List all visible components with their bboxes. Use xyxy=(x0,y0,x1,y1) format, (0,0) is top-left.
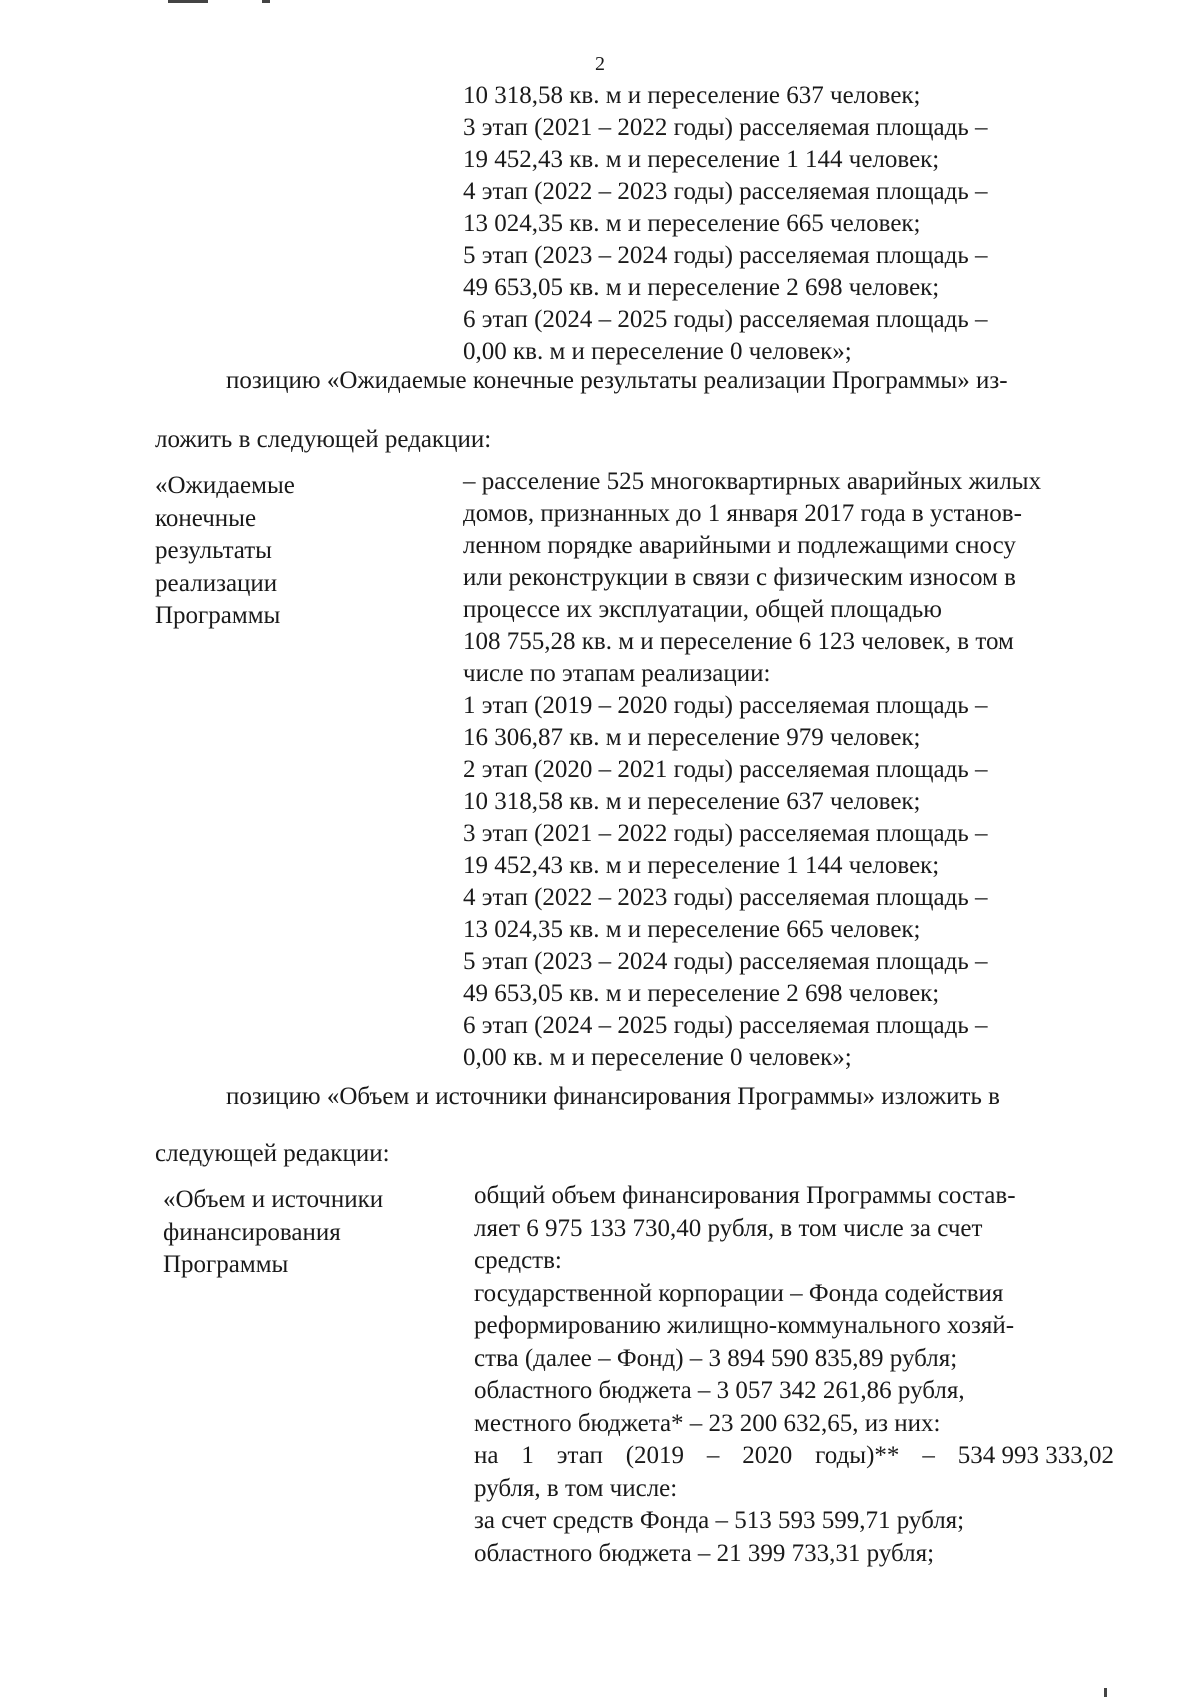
stage1-word: годы)** xyxy=(815,1442,900,1469)
section2-content-line: за счет средств Фонда – 513 593 599,71 рубля; xyxy=(474,1507,965,1534)
section1-content-line: 6 этап (2024 – 2025 годы) расселяемая площадь – xyxy=(463,1012,988,1039)
section2-content-line: средств: xyxy=(474,1247,562,1274)
section1-label-line: Программы xyxy=(155,602,281,629)
section1-content-line: 4 этап (2022 – 2023 годы) расселяемая площадь – xyxy=(463,884,988,911)
stage1-word: этап xyxy=(556,1442,603,1469)
section2-content-line: ства (далее – Фонд) – 3 894 590 835,89 рубля; xyxy=(474,1344,958,1372)
para2-line1: позицию «Объем и источники финансирования Программы» изложить в xyxy=(226,1083,1000,1110)
section1-content-line: процессе их эксплуатации, общей площадью xyxy=(463,596,942,623)
section1-content-line: 49 653,05 кв. м и переселение 2 698 человек; xyxy=(463,980,940,1007)
para1-line1: позицию «Ожидаемые конечные результаты реализации Программы» из- xyxy=(226,367,1008,394)
intro-line: 49 653,05 кв. м и переселение 2 698 человек; xyxy=(463,274,940,301)
section1-content xyxy=(463,466,1041,1074)
section1-content-line: 19 452,43 кв. м и переселение 1 144 человек; xyxy=(463,852,940,879)
section2-content-line: общий объем финансирования Программы состав- xyxy=(474,1182,1016,1209)
stage1-word: 2020 xyxy=(742,1442,793,1469)
para2-line2: следующей редакции: xyxy=(155,1140,390,1167)
section1-label-line: «Ожидаемые xyxy=(155,472,295,499)
scan-artifact xyxy=(1104,1688,1107,1697)
section1-label-line: реализации xyxy=(155,569,278,597)
section1-content-line: числе по этапам реализации: xyxy=(463,660,771,687)
stage1-word: 1 xyxy=(521,1442,534,1469)
section2-label xyxy=(163,1184,383,1282)
intro-lines xyxy=(463,80,988,368)
section1-content-line: домов, признанных до 1 января 2017 года в установ- xyxy=(463,500,1022,527)
section2-content-line: местного бюджета* – 23 200 632,65, из них: xyxy=(474,1409,941,1437)
section1-content-line: 2 этап (2020 – 2021 годы) расселяемая площадь – xyxy=(463,756,988,783)
section1-content-line: ленном порядке аварийными и подлежащими сносу xyxy=(463,532,1016,559)
stage1-word: – xyxy=(922,1442,935,1469)
section2-content-line: областного бюджета – 21 399 733,31 рубля; xyxy=(474,1539,935,1567)
intro-line: 5 этап (2023 – 2024 годы) расселяемая площадь – xyxy=(463,242,988,269)
section1-label-line: результаты xyxy=(155,537,272,564)
section1-label-line: конечные xyxy=(155,504,257,532)
section1-content-line: или реконструкции в связи с физическим износом в xyxy=(463,564,1016,591)
section1-content-line: 1 этап (2019 – 2020 годы) расселяемая площадь – xyxy=(463,692,988,719)
section2-label-line: «Объем и источники xyxy=(163,1186,384,1213)
stage1-word: 534 993 333,02 xyxy=(957,1442,1114,1469)
stage1-word: на xyxy=(474,1442,499,1469)
section2-content-line: областного бюджета – 3 057 342 261,86 рубля, xyxy=(474,1377,965,1404)
scan-artifact xyxy=(168,0,208,3)
intro-line: 19 452,43 кв. м и переселение 1 144 человек; xyxy=(463,146,940,173)
para1-line2: ложить в следующей редакции: xyxy=(155,426,492,453)
section2-content-line: рубля, в том числе: xyxy=(474,1474,678,1502)
intro-line: 6 этап (2024 – 2025 годы) расселяемая площадь – xyxy=(463,306,988,333)
section1-content-line: 108 755,28 кв. м и переселение 6 123 человек, в том xyxy=(463,628,1014,655)
section1-content-line: 13 024,35 кв. м и переселение 665 человек; xyxy=(463,916,921,943)
section1-label xyxy=(155,470,295,633)
intro-line: 13 024,35 кв. м и переселение 665 человек; xyxy=(463,210,921,237)
section1-content-line: 3 этап (2021 – 2022 годы) расселяемая площадь – xyxy=(463,820,988,847)
section2-label-line: финансирования xyxy=(163,1218,341,1246)
page-number: 2 xyxy=(595,53,605,75)
section1-content-line: 16 306,87 кв. м и переселение 979 человек; xyxy=(463,724,921,751)
stage1-word: – xyxy=(706,1442,720,1469)
section1-content-line: 5 этап (2023 – 2024 годы) расселяемая площадь – xyxy=(463,948,988,975)
section1-content-line: 10 318,58 кв. м и переселение 637 человек; xyxy=(463,788,921,815)
stage1-word: (2019 xyxy=(625,1442,685,1469)
section2-content xyxy=(474,1180,1114,1570)
section2-content-line: ляет 6 975 133 730,40 рубля, в том числе за счет xyxy=(474,1214,983,1242)
section2-stage1-line xyxy=(474,1440,1114,1473)
section1-content-line: 0,00 кв. м и переселение 0 человек»; xyxy=(463,1044,852,1071)
intro-line: 0,00 кв. м и переселение 0 человек»; xyxy=(463,338,852,365)
scan-artifact xyxy=(262,0,270,3)
intro-line: 4 этап (2022 – 2023 годы) расселяемая площадь – xyxy=(463,178,988,205)
intro-line: 3 этап (2021 – 2022 годы) расселяемая площадь – xyxy=(463,114,988,141)
section1-content-line: – расселение 525 многоквартирных аварийных жилых xyxy=(463,468,1042,495)
intro-line: 10 318,58 кв. м и переселение 637 человек; xyxy=(463,82,921,109)
section2-content-line: реформированию жилищно-коммунального хозяй- xyxy=(474,1312,1015,1339)
section2-content-line: государственной корпорации – Фонда содействия xyxy=(474,1279,1004,1307)
section2-label-line: Программы xyxy=(163,1251,289,1278)
